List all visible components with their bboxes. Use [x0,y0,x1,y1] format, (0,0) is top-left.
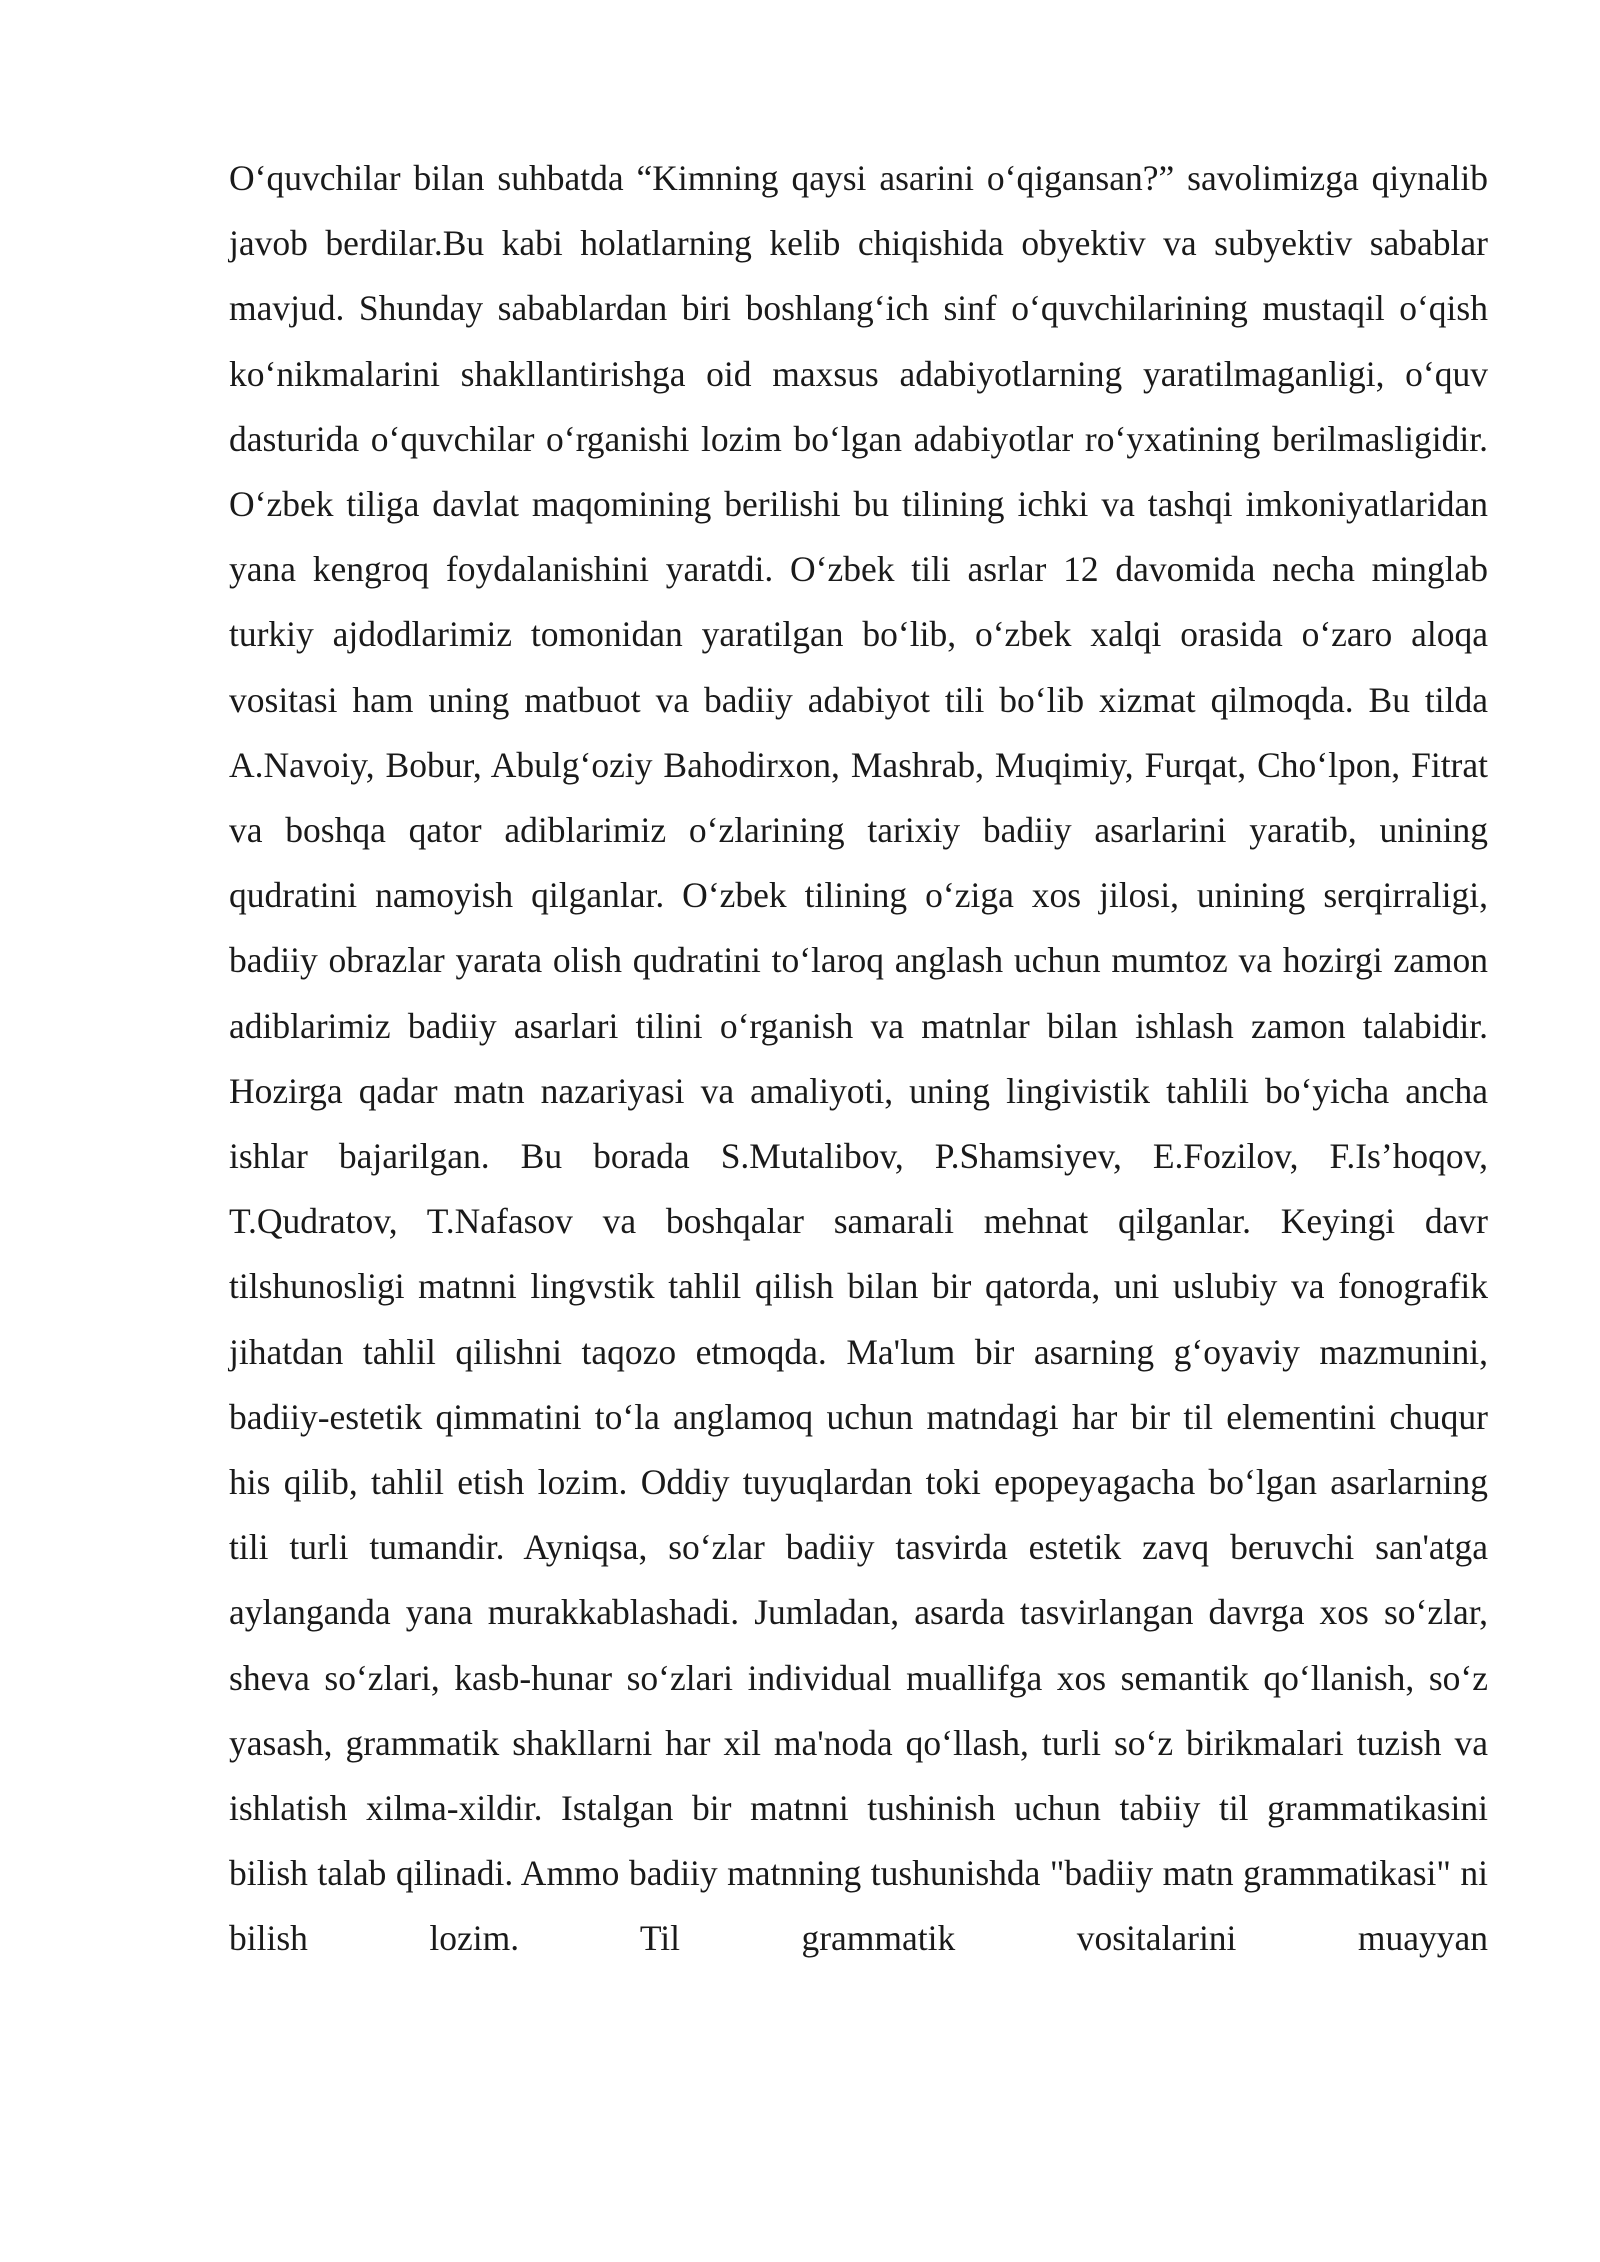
document-body [229,146,1488,1972]
paragraph-1: O‘quvchilar bilan suhbatda “Kimning qaysi asarini o‘qigansan?” savolimizga qiynalib javob berdilar.Bu kabi holatlarning kelib chiqishida obyektiv va subyektiv sabablar mavjud. Shunday sabablardan biri boshlang‘ich sinf o‘quvchilarining mustaqil o‘qish ko‘nikmalarini shakllantirishga oid maxsus adabiyotlarning yaratilmaganligi, o‘quv dasturida o‘quvchilar o‘rganishi lozim bo‘lgan adabiyotlar ro‘yxatining berilmasligidir. [229,158,1488,459]
paragraph-2: O‘zbek tiliga davlat maqomining berilishi bu tilining ichki va tashqi imkoniyatlaridan yana kengroq foydalanishini yaratdi. O‘zbek tili asrlar 12 davomida necha minglab turkiy ajdodlarimiz tomonidan yaratilgan bo‘lib, o‘zbek xalqi orasida o‘zaro aloqa vositasi ham uning matbuot va badiiy adabiyot tili bo‘lib xizmat qilmoqda. Bu tilda A.Navoiy, Bobur, Abulg‘oziy Bahodirxon, Mashrab, Muqimiy, Furqat, Cho‘lpon, Fitrat va boshqa qator adiblarimiz o‘zlarining tarixiy badiiy asarlarini yaratib, unining qudratini namoyish qilganlar. O‘zbek tilining o‘ziga xos jilosi, unining serqirraligi, badiiy obrazlar yarata olish qudratini to‘laroq anglash uchun mumtoz va hozirgi zamon adiblarimiz badiiy asarlari tilini o‘rganish va matnlar bilan ishlash zamon talabidir. Hozirga qadar matn nazariyasi va amaliyoti, uning lingivistik tahlili bo‘yicha ancha ishlar bajarilgan. Bu borada S.Mutalibov, P.Shamsiyev, E.Fozilov, F.Is’hoqov, T.Qudratov, T.Nafasov va boshqalar samarali mehnat qilganlar. Keyingi davr tilshunosligi matnni lingvstik tahlil qilish bilan bir qatorda, uni uslubiy va fonografik jihatdan tahlil qilishni taqozo etmoqda. Ma'lum bir asarning g‘oyaviy mazmunini, badiiy-estetik qimmatini to‘la anglamoq uchun matndagi har bir til elementini chuqur his qilib, tahlil etish lozim. Oddiy tuyuqlardan toki epopeyagacha bo‘lgan asarlarning tili turli tumandir. Ayniqsa, so‘zlar badiiy tasvirda estetik zavq beruvchi san'atga aylanganda yana murakkablashadi. Jumladan, asarda tasvirlangan davrga xos so‘zlar, sheva so‘zlari, kasb-hunar so‘zlari individual muallifga xos semantik qo‘llanish, so‘z yasash, grammatik shakllarni har xil ma'noda qo‘llash, turli so‘z birikmalari tuzish va ishlatish xilma-xildir. Istalgan bir matnni tushinish uchun tabiiy til grammatikasini bilish talab qilinadi. Ammo badiiy matnning tushunishda "badiiy matn grammatikasi" ni bilish lozim. Til grammatik vositalarini muayyan [229,484,1488,1959]
